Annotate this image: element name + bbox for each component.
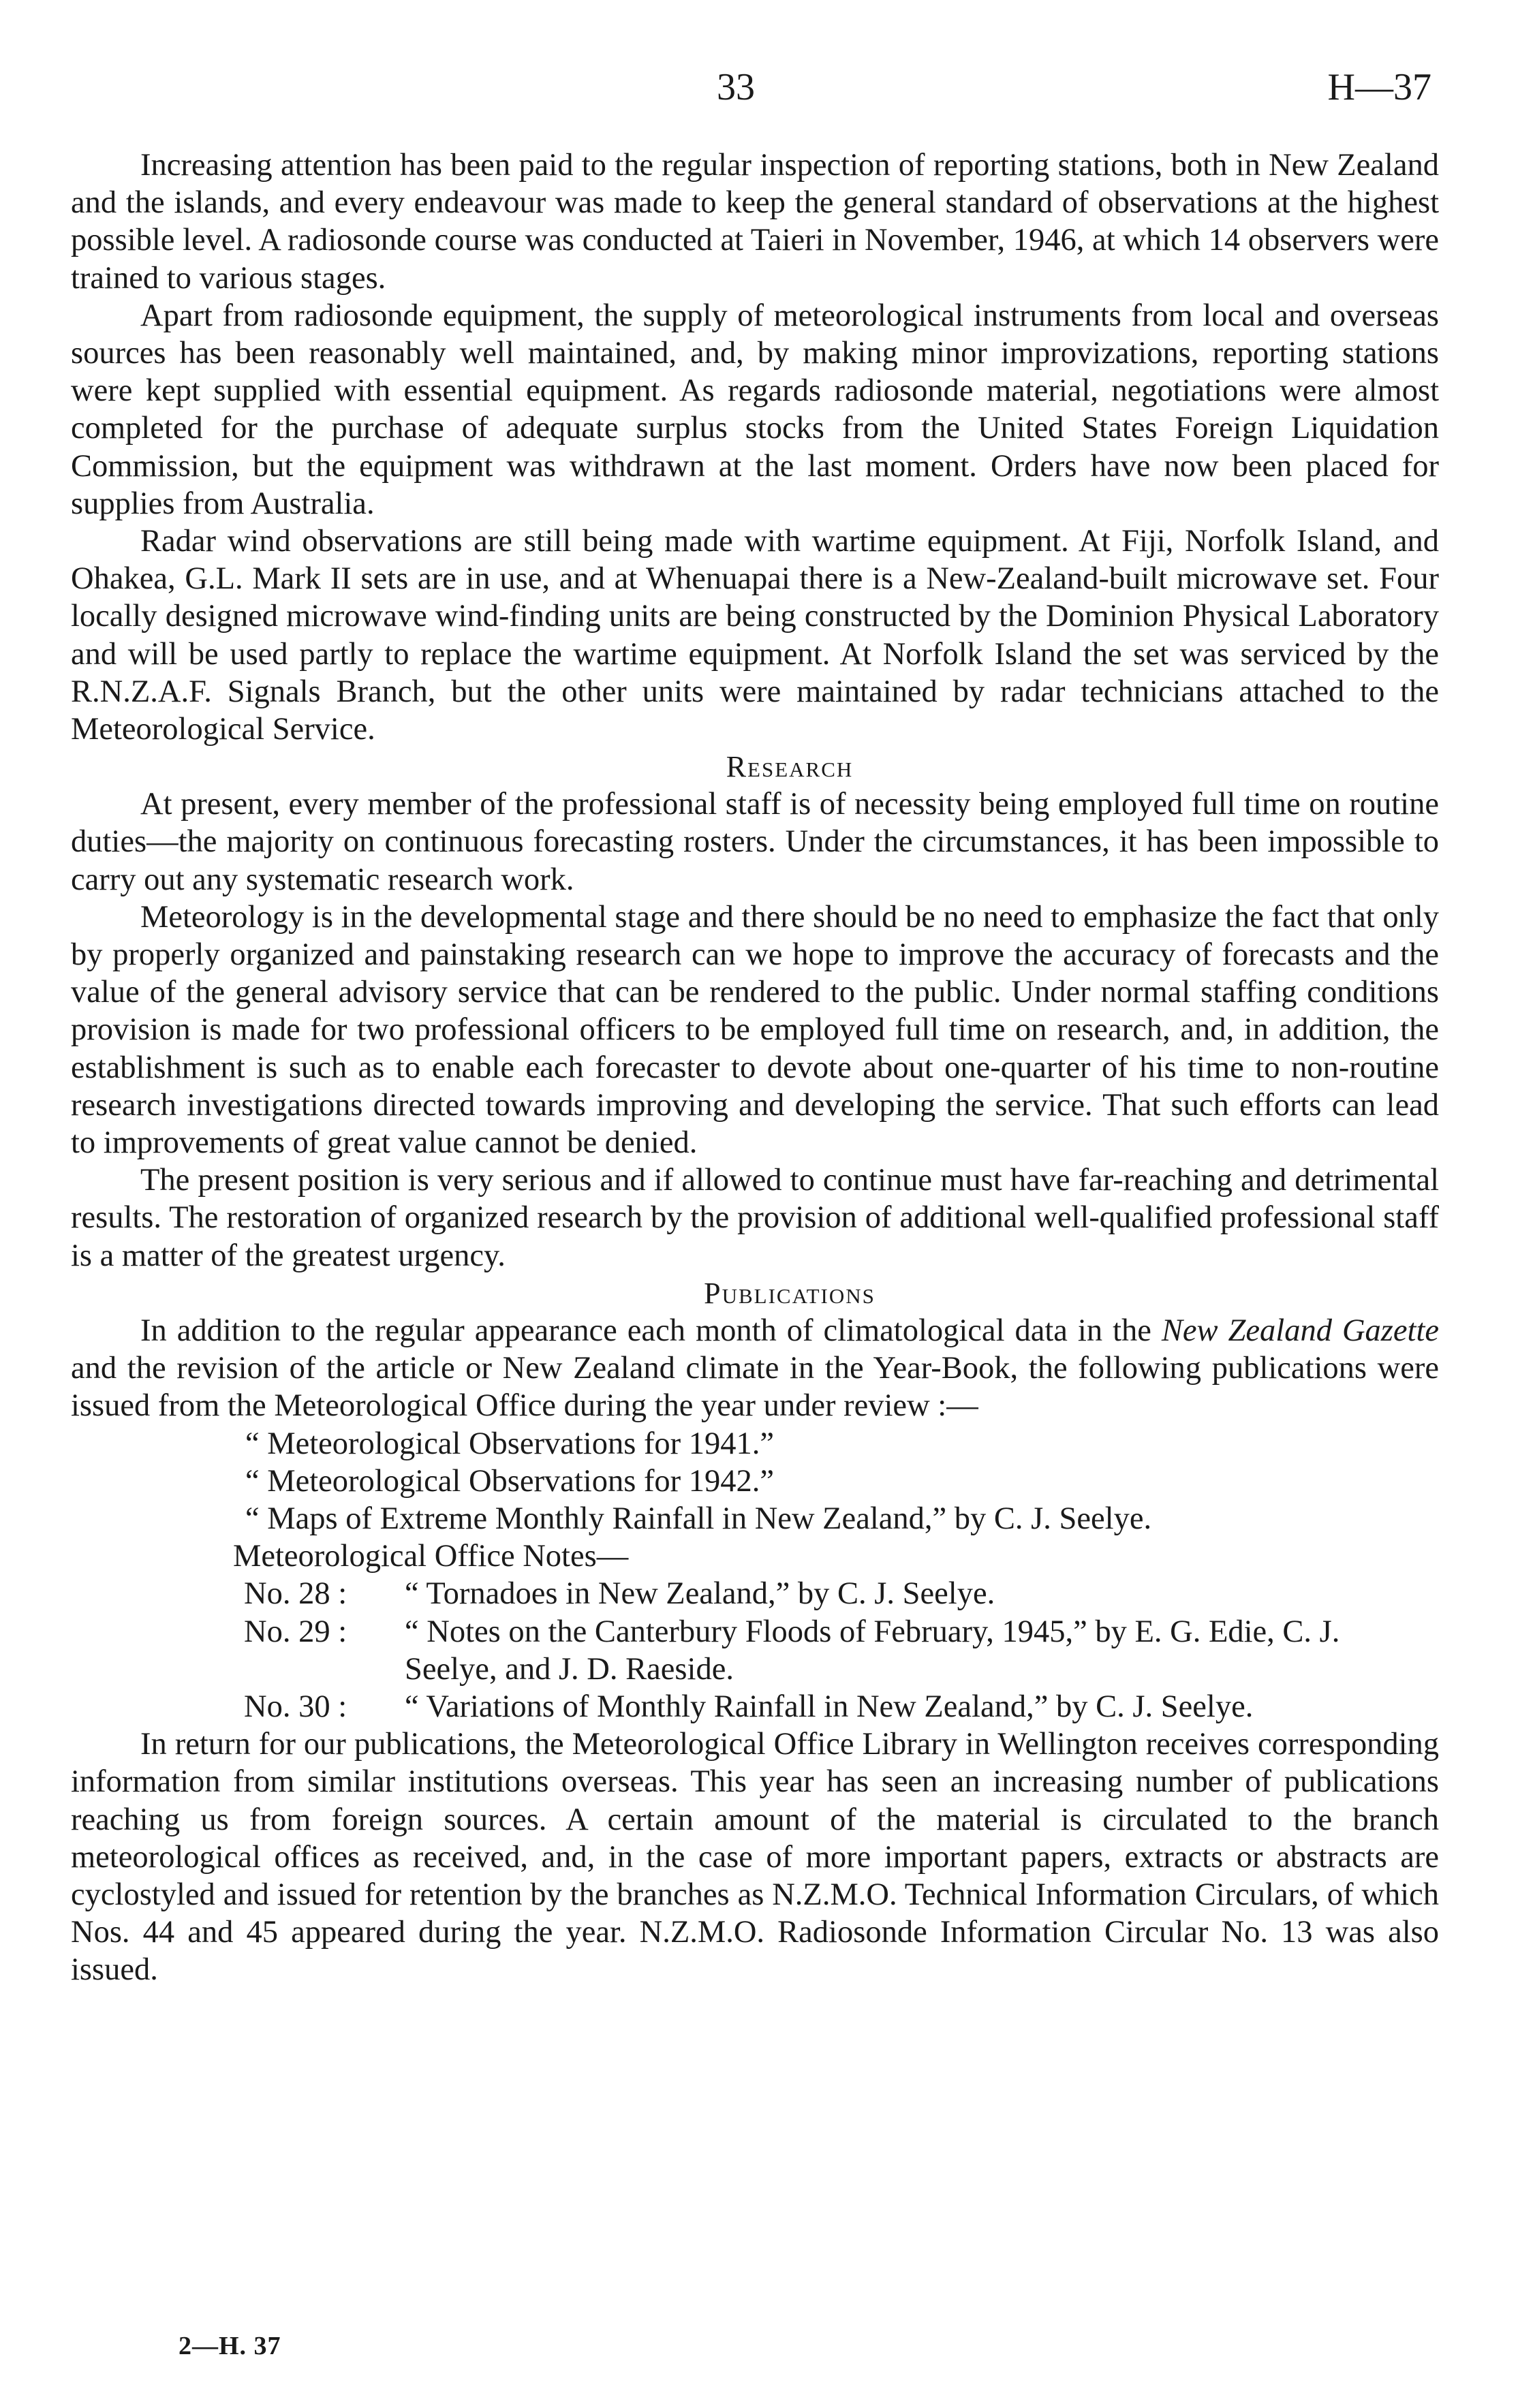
- paragraph-library: In return for our publications, the Meteorological Office Library in Wellington receives corresponding information from similar institutions overseas. This year has seen an increasing number of publications reaching us from foreign sources. A certain amount of the material is circulated to the branch meteorological offices as received, and, in the case of more important papers, extracts or abstracts are cyclostyled and issued for retention by the branches as N.Z.M.O. Technical Information Circulars, of which Nos. 44 and 45 appeared during the year. N.Z.M.O. Radiosonde Information Circular No. 13 was also issued.: [71, 1727, 1439, 1988]
- note-title: “ Variations of Monthly Rainfall in New Zealand,” by C. J. Seelye.: [405, 1689, 1254, 1724]
- note-title: “ Tornadoes in New Zealand,” by C. J. Seelye.: [405, 1576, 995, 1612]
- notes-heading: Meteorological Office Notes—: [233, 1539, 629, 1574]
- publication-item: “ Meteorological Observations for 1941.”: [245, 1426, 775, 1461]
- paragraph-equipment: Apart from radiosonde equipment, the supply of meteorological instruments from local and overseas sources has been reasonably well maintained, and, by making minor improvizations, reporting stations were kept supplied with essential equipment. As regards radiosonde material, negotiations were almost completed for the purchase of adequate surplus stocks from the United States Foreign Liquidation Commission, but the equipment was withdrawn at the last moment. Orders have now been placed for supplies from Australia.: [71, 298, 1439, 521]
- paragraph-inspection: Increasing attention has been paid to the regular inspection of reporting stations, both in New Zealand and the islands, and every endeavour was made to keep the general standard of observations at the highest possible level. A radiosonde course was conducted at Taieri in November, 1946, at which 14 observers were trained to various stages.: [71, 148, 1439, 296]
- footer-signature: 2—H. 37: [179, 2332, 281, 2360]
- note-item: [71, 1688, 1439, 1725]
- paragraph-radar: Radar wind observations are still being made with wartime equipment. At Fiji, Norfolk Island, and Ohakea, G.L. Mark II sets are in use, and at Whenuapai there is a New-Zealand-built microwave set. Four locally designed microwave wind-finding units are being constructed by the Dominion Physical Laboratory and will be used partly to replace the wartime equipment. At Norfolk Island the set was serviced by the R.N.Z.A.F. Signals Branch, but the other units were maintained by radar technicians attached to the Meteorological Service.: [71, 524, 1439, 747]
- research-heading: Research: [726, 750, 854, 784]
- body-text: [71, 146, 1439, 1989]
- page-number: 33: [717, 66, 755, 108]
- note-item: [71, 1613, 1439, 1688]
- intro-text-part2: and the revision of the article or New Zealand climate in the Year-Book, the following publications were issued from the Meteorological Office during the year under review :—: [71, 1351, 1439, 1424]
- document-reference: H—37: [1327, 66, 1431, 108]
- publication-item: “ Meteorological Observations for 1942.”: [245, 1463, 775, 1499]
- publication-item: “ Maps of Extreme Monthly Rainfall in New Zealand,” by C. J. Seelye.: [245, 1501, 1152, 1536]
- paragraph-research-staff: At present, every member of the professional staff is of necessity being employed full time on routine duties—the majority on continuous forecasting rosters. Under the circumstances, it has been impossible to carry out any systematic research work.: [71, 787, 1439, 897]
- gazette-title: New Zealand Gazette: [1161, 1313, 1440, 1348]
- note-item: [71, 1575, 1439, 1612]
- publications-heading: Publications: [704, 1276, 876, 1310]
- paragraph-publications-intro: [71, 1312, 1439, 1425]
- note-number: No. 30 :: [244, 1689, 347, 1724]
- note-number: No. 29 :: [244, 1614, 347, 1649]
- intro-text-part1: In addition to the regular appearance each month of climatological data in the: [140, 1313, 1162, 1348]
- note-title: “ Notes on the Canterbury Floods of February, 1945,” by E. G. Edie, C. J. Seelye, and J. D. Raeside.: [405, 1614, 1340, 1687]
- paragraph-research-development: Meteorology is in the developmental stage and there should be no need to emphasize the fact that only by properly organized and painstaking research can we hope to improve the accuracy of forecasts and the value of the general advisory service that can be rendered to the public. Under normal staffing conditions provision is made for two professional officers to be employed full time on research, and, in addition, the establishment is such as to enable each forecaster to devote about one-quarter of his time to non-routine research investigations directed towards improving and developing the service. That such efforts can lead to improvements of great value cannot be denied.: [71, 899, 1439, 1161]
- note-number: No. 28 :: [244, 1576, 347, 1612]
- paragraph-research-position: The present position is very serious and if allowed to continue must have far-reaching and detrimental results. The restoration of organized research by the provision of additional well-qualified professional staff is a matter of the greatest urgency.: [71, 1163, 1439, 1273]
